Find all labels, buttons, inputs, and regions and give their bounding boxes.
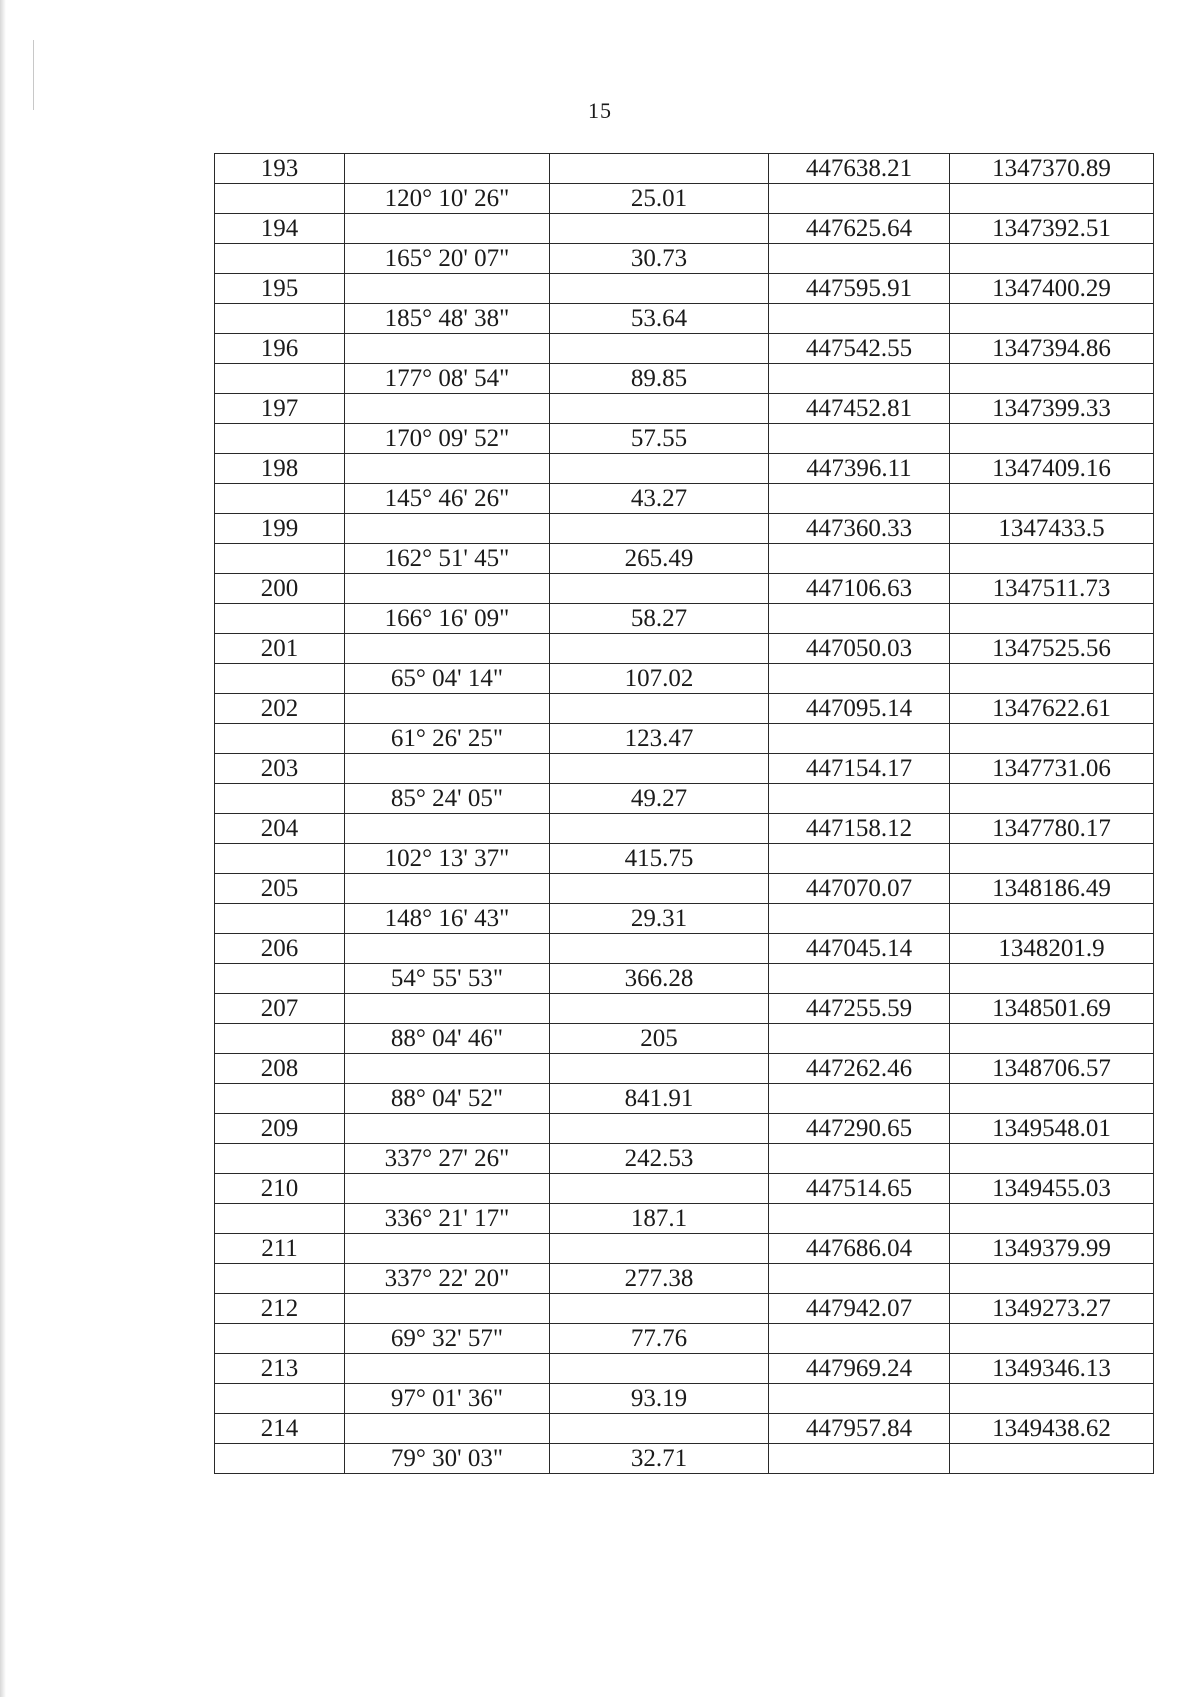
bearing-cell: 166° 16' 09" bbox=[345, 604, 550, 634]
leg-row bbox=[215, 304, 1154, 334]
northing-cell: 1347392.51 bbox=[950, 214, 1154, 244]
bearing-cell: 165° 20' 07" bbox=[345, 244, 550, 274]
leg-row bbox=[215, 484, 1154, 514]
leg-row bbox=[215, 364, 1154, 394]
northing-cell bbox=[950, 424, 1154, 454]
bearing-cell: 336° 21' 17" bbox=[345, 1204, 550, 1234]
northing-cell: 1349273.27 bbox=[950, 1294, 1154, 1324]
station-cell: 197 bbox=[215, 394, 345, 424]
northing-cell bbox=[950, 1324, 1154, 1354]
distance-cell bbox=[550, 994, 769, 1024]
easting-cell: 447396.11 bbox=[769, 454, 950, 484]
bearing-cell bbox=[345, 274, 550, 304]
distance-cell bbox=[550, 394, 769, 424]
easting-cell: 447262.46 bbox=[769, 1054, 950, 1084]
northing-cell: 1347433.5 bbox=[950, 514, 1154, 544]
leg-row bbox=[215, 784, 1154, 814]
bearing-cell bbox=[345, 634, 550, 664]
distance-cell: 53.64 bbox=[550, 304, 769, 334]
distance-cell bbox=[550, 934, 769, 964]
easting-cell bbox=[769, 1324, 950, 1354]
station-cell: 203 bbox=[215, 754, 345, 784]
leg-row bbox=[215, 604, 1154, 634]
northing-cell bbox=[950, 1384, 1154, 1414]
bearing-cell bbox=[345, 1414, 550, 1444]
station-cell bbox=[215, 664, 345, 694]
station-cell bbox=[215, 1024, 345, 1054]
distance-cell: 43.27 bbox=[550, 484, 769, 514]
easting-cell: 447595.91 bbox=[769, 274, 950, 304]
bearing-cell bbox=[345, 214, 550, 244]
northing-cell bbox=[950, 1264, 1154, 1294]
easting-cell: 447154.17 bbox=[769, 754, 950, 784]
distance-cell bbox=[550, 574, 769, 604]
easting-cell bbox=[769, 544, 950, 574]
easting-cell: 447686.04 bbox=[769, 1234, 950, 1264]
easting-cell bbox=[769, 724, 950, 754]
coordinate-table bbox=[214, 153, 1154, 1474]
easting-cell: 447514.65 bbox=[769, 1174, 950, 1204]
point-row bbox=[215, 694, 1154, 724]
point-row bbox=[215, 574, 1154, 604]
northing-cell: 1349455.03 bbox=[950, 1174, 1154, 1204]
easting-cell bbox=[769, 484, 950, 514]
leg-row bbox=[215, 1384, 1154, 1414]
bearing-cell: 337° 22' 20" bbox=[345, 1264, 550, 1294]
point-row bbox=[215, 394, 1154, 424]
northing-cell bbox=[950, 1444, 1154, 1474]
northing-cell bbox=[950, 664, 1154, 694]
station-cell: 210 bbox=[215, 1174, 345, 1204]
bearing-cell: 170° 09' 52" bbox=[345, 424, 550, 454]
point-row bbox=[215, 1294, 1154, 1324]
station-cell: 214 bbox=[215, 1414, 345, 1444]
northing-cell bbox=[950, 724, 1154, 754]
bearing-cell bbox=[345, 1234, 550, 1264]
point-row bbox=[215, 934, 1154, 964]
station-cell bbox=[215, 1144, 345, 1174]
easting-cell bbox=[769, 184, 950, 214]
station-cell bbox=[215, 1324, 345, 1354]
bearing-cell: 177° 08' 54" bbox=[345, 364, 550, 394]
point-row bbox=[215, 1414, 1154, 1444]
leg-row bbox=[215, 664, 1154, 694]
station-cell bbox=[215, 1384, 345, 1414]
distance-cell bbox=[550, 1174, 769, 1204]
easting-cell: 447969.24 bbox=[769, 1354, 950, 1384]
point-row bbox=[215, 1354, 1154, 1384]
leg-row bbox=[215, 424, 1154, 454]
distance-cell: 205 bbox=[550, 1024, 769, 1054]
leg-row bbox=[215, 1324, 1154, 1354]
northing-cell bbox=[950, 544, 1154, 574]
bearing-cell bbox=[345, 154, 550, 184]
bearing-cell bbox=[345, 874, 550, 904]
easting-cell bbox=[769, 1144, 950, 1174]
distance-cell bbox=[550, 514, 769, 544]
northing-cell bbox=[950, 604, 1154, 634]
station-cell: 212 bbox=[215, 1294, 345, 1324]
distance-cell bbox=[550, 334, 769, 364]
easting-cell bbox=[769, 784, 950, 814]
easting-cell: 447050.03 bbox=[769, 634, 950, 664]
bearing-cell: 61° 26' 25" bbox=[345, 724, 550, 754]
bearing-cell: 97° 01' 36" bbox=[345, 1384, 550, 1414]
station-cell bbox=[215, 1084, 345, 1114]
distance-cell: 49.27 bbox=[550, 784, 769, 814]
northing-cell bbox=[950, 364, 1154, 394]
distance-cell bbox=[550, 1414, 769, 1444]
easting-cell: 447095.14 bbox=[769, 694, 950, 724]
station-cell bbox=[215, 724, 345, 754]
station-cell: 194 bbox=[215, 214, 345, 244]
distance-cell: 93.19 bbox=[550, 1384, 769, 1414]
bearing-cell: 85° 24' 05" bbox=[345, 784, 550, 814]
bearing-cell bbox=[345, 1354, 550, 1384]
bearing-cell bbox=[345, 1174, 550, 1204]
distance-cell bbox=[550, 154, 769, 184]
bearing-cell: 148° 16' 43" bbox=[345, 904, 550, 934]
northing-cell: 1347525.56 bbox=[950, 634, 1154, 664]
easting-cell bbox=[769, 1084, 950, 1114]
station-cell bbox=[215, 484, 345, 514]
station-cell: 206 bbox=[215, 934, 345, 964]
station-cell: 199 bbox=[215, 514, 345, 544]
station-cell: 196 bbox=[215, 334, 345, 364]
distance-cell: 89.85 bbox=[550, 364, 769, 394]
distance-cell bbox=[550, 1294, 769, 1324]
bearing-cell bbox=[345, 1114, 550, 1144]
easting-cell: 447542.55 bbox=[769, 334, 950, 364]
bearing-cell: 337° 27' 26" bbox=[345, 1144, 550, 1174]
northing-cell: 1348706.57 bbox=[950, 1054, 1154, 1084]
bearing-cell bbox=[345, 454, 550, 484]
station-cell bbox=[215, 1444, 345, 1474]
station-cell bbox=[215, 904, 345, 934]
easting-cell bbox=[769, 1384, 950, 1414]
northing-cell bbox=[950, 844, 1154, 874]
point-row bbox=[215, 154, 1154, 184]
easting-cell: 447638.21 bbox=[769, 154, 950, 184]
easting-cell: 447070.07 bbox=[769, 874, 950, 904]
distance-cell: 415.75 bbox=[550, 844, 769, 874]
easting-cell: 447290.65 bbox=[769, 1114, 950, 1144]
northing-cell: 1349379.99 bbox=[950, 1234, 1154, 1264]
bearing-cell: 162° 51' 45" bbox=[345, 544, 550, 574]
point-row bbox=[215, 754, 1154, 784]
station-cell bbox=[215, 964, 345, 994]
easting-cell bbox=[769, 1264, 950, 1294]
easting-cell: 447106.63 bbox=[769, 574, 950, 604]
station-cell: 195 bbox=[215, 274, 345, 304]
northing-cell: 1347409.16 bbox=[950, 454, 1154, 484]
point-row bbox=[215, 1234, 1154, 1264]
northing-cell bbox=[950, 1204, 1154, 1234]
easting-cell bbox=[769, 244, 950, 274]
leg-row bbox=[215, 1444, 1154, 1474]
leg-row bbox=[215, 904, 1154, 934]
bearing-cell: 145° 46' 26" bbox=[345, 484, 550, 514]
distance-cell: 77.76 bbox=[550, 1324, 769, 1354]
point-row bbox=[215, 514, 1154, 544]
easting-cell bbox=[769, 1444, 950, 1474]
northing-cell: 1347511.73 bbox=[950, 574, 1154, 604]
distance-cell: 107.02 bbox=[550, 664, 769, 694]
station-cell bbox=[215, 844, 345, 874]
distance-cell: 366.28 bbox=[550, 964, 769, 994]
distance-cell bbox=[550, 874, 769, 904]
station-cell: 193 bbox=[215, 154, 345, 184]
easting-cell: 447957.84 bbox=[769, 1414, 950, 1444]
bearing-cell bbox=[345, 394, 550, 424]
bearing-cell: 88° 04' 52" bbox=[345, 1084, 550, 1114]
distance-cell bbox=[550, 274, 769, 304]
easting-cell bbox=[769, 904, 950, 934]
bearing-cell bbox=[345, 694, 550, 724]
easting-cell bbox=[769, 1204, 950, 1234]
northing-cell bbox=[950, 304, 1154, 334]
easting-cell: 447360.33 bbox=[769, 514, 950, 544]
bearing-cell: 69° 32' 57" bbox=[345, 1324, 550, 1354]
bearing-cell bbox=[345, 1294, 550, 1324]
distance-cell bbox=[550, 1114, 769, 1144]
station-cell bbox=[215, 784, 345, 814]
easting-cell bbox=[769, 304, 950, 334]
leg-row bbox=[215, 1024, 1154, 1054]
page-number: 15 bbox=[588, 98, 612, 123]
distance-cell bbox=[550, 694, 769, 724]
point-row bbox=[215, 1174, 1154, 1204]
point-row bbox=[215, 874, 1154, 904]
northing-cell bbox=[950, 184, 1154, 214]
station-cell: 198 bbox=[215, 454, 345, 484]
distance-cell bbox=[550, 454, 769, 484]
station-cell bbox=[215, 1264, 345, 1294]
station-cell bbox=[215, 424, 345, 454]
bearing-cell bbox=[345, 574, 550, 604]
bearing-cell: 120° 10' 26" bbox=[345, 184, 550, 214]
easting-cell bbox=[769, 664, 950, 694]
bearing-cell bbox=[345, 934, 550, 964]
point-row bbox=[215, 274, 1154, 304]
distance-cell: 242.53 bbox=[550, 1144, 769, 1174]
distance-cell: 32.71 bbox=[550, 1444, 769, 1474]
station-cell bbox=[215, 604, 345, 634]
easting-cell bbox=[769, 964, 950, 994]
northing-cell: 1347731.06 bbox=[950, 754, 1154, 784]
station-cell: 200 bbox=[215, 574, 345, 604]
bearing-cell: 102° 13' 37" bbox=[345, 844, 550, 874]
northing-cell: 1347400.29 bbox=[950, 274, 1154, 304]
easting-cell: 447942.07 bbox=[769, 1294, 950, 1324]
northing-cell: 1347370.89 bbox=[950, 154, 1154, 184]
point-row bbox=[215, 994, 1154, 1024]
distance-cell: 123.47 bbox=[550, 724, 769, 754]
distance-cell: 29.31 bbox=[550, 904, 769, 934]
station-cell bbox=[215, 364, 345, 394]
bearing-cell bbox=[345, 994, 550, 1024]
station-cell bbox=[215, 304, 345, 334]
station-cell: 207 bbox=[215, 994, 345, 1024]
bearing-cell bbox=[345, 1054, 550, 1084]
bearing-cell: 54° 55' 53" bbox=[345, 964, 550, 994]
easting-cell: 447255.59 bbox=[769, 994, 950, 1024]
station-cell bbox=[215, 244, 345, 274]
distance-cell bbox=[550, 214, 769, 244]
northing-cell: 1348201.9 bbox=[950, 934, 1154, 964]
scan-edge-shadow bbox=[0, 0, 6, 1697]
station-cell: 209 bbox=[215, 1114, 345, 1144]
northing-cell: 1349346.13 bbox=[950, 1354, 1154, 1384]
easting-cell bbox=[769, 604, 950, 634]
northing-cell bbox=[950, 784, 1154, 814]
easting-cell: 447045.14 bbox=[769, 934, 950, 964]
leg-row bbox=[215, 1084, 1154, 1114]
leg-row bbox=[215, 964, 1154, 994]
northing-cell: 1348501.69 bbox=[950, 994, 1154, 1024]
point-row bbox=[215, 1054, 1154, 1084]
distance-cell: 265.49 bbox=[550, 544, 769, 574]
station-cell bbox=[215, 1204, 345, 1234]
station-cell bbox=[215, 544, 345, 574]
distance-cell: 58.27 bbox=[550, 604, 769, 634]
northing-cell bbox=[950, 484, 1154, 514]
distance-cell: 187.1 bbox=[550, 1204, 769, 1234]
bearing-cell bbox=[345, 334, 550, 364]
bearing-cell bbox=[345, 814, 550, 844]
distance-cell bbox=[550, 1354, 769, 1384]
distance-cell bbox=[550, 1054, 769, 1084]
station-cell bbox=[215, 184, 345, 214]
bearing-cell: 185° 48' 38" bbox=[345, 304, 550, 334]
easting-cell bbox=[769, 844, 950, 874]
easting-cell: 447452.81 bbox=[769, 394, 950, 424]
leg-row bbox=[215, 844, 1154, 874]
distance-cell: 25.01 bbox=[550, 184, 769, 214]
bearing-cell: 79° 30' 03" bbox=[345, 1444, 550, 1474]
northing-cell bbox=[950, 964, 1154, 994]
point-row bbox=[215, 334, 1154, 364]
leg-row bbox=[215, 544, 1154, 574]
northing-cell: 1347622.61 bbox=[950, 694, 1154, 724]
leg-row bbox=[215, 184, 1154, 214]
leg-row bbox=[215, 724, 1154, 754]
station-cell: 201 bbox=[215, 634, 345, 664]
northing-cell bbox=[950, 244, 1154, 274]
northing-cell bbox=[950, 1084, 1154, 1114]
northing-cell: 1348186.49 bbox=[950, 874, 1154, 904]
leg-row bbox=[215, 244, 1154, 274]
easting-cell: 447158.12 bbox=[769, 814, 950, 844]
northing-cell bbox=[950, 1024, 1154, 1054]
distance-cell bbox=[550, 1234, 769, 1264]
bearing-cell bbox=[345, 754, 550, 784]
easting-cell bbox=[769, 424, 950, 454]
station-cell: 213 bbox=[215, 1354, 345, 1384]
northing-cell: 1347780.17 bbox=[950, 814, 1154, 844]
northing-cell: 1349548.01 bbox=[950, 1114, 1154, 1144]
station-cell: 202 bbox=[215, 694, 345, 724]
distance-cell: 841.91 bbox=[550, 1084, 769, 1114]
distance-cell: 30.73 bbox=[550, 244, 769, 274]
distance-cell bbox=[550, 634, 769, 664]
point-row bbox=[215, 634, 1154, 664]
station-cell: 205 bbox=[215, 874, 345, 904]
leg-row bbox=[215, 1144, 1154, 1174]
northing-cell bbox=[950, 904, 1154, 934]
northing-cell: 1347399.33 bbox=[950, 394, 1154, 424]
bearing-cell bbox=[345, 514, 550, 544]
northing-cell bbox=[950, 1144, 1154, 1174]
station-cell: 211 bbox=[215, 1234, 345, 1264]
point-row bbox=[215, 454, 1154, 484]
northing-cell: 1349438.62 bbox=[950, 1414, 1154, 1444]
northing-cell: 1347394.86 bbox=[950, 334, 1154, 364]
distance-cell: 277.38 bbox=[550, 1264, 769, 1294]
leg-row bbox=[215, 1204, 1154, 1234]
bearing-cell: 88° 04' 46" bbox=[345, 1024, 550, 1054]
distance-cell bbox=[550, 754, 769, 784]
coordinate-table-body bbox=[215, 154, 1154, 1474]
distance-cell bbox=[550, 814, 769, 844]
easting-cell bbox=[769, 364, 950, 394]
bearing-cell: 65° 04' 14" bbox=[345, 664, 550, 694]
easting-cell bbox=[769, 1024, 950, 1054]
point-row bbox=[215, 214, 1154, 244]
point-row bbox=[215, 1114, 1154, 1144]
station-cell: 208 bbox=[215, 1054, 345, 1084]
station-cell: 204 bbox=[215, 814, 345, 844]
point-row bbox=[215, 814, 1154, 844]
distance-cell: 57.55 bbox=[550, 424, 769, 454]
easting-cell: 447625.64 bbox=[769, 214, 950, 244]
leg-row bbox=[215, 1264, 1154, 1294]
